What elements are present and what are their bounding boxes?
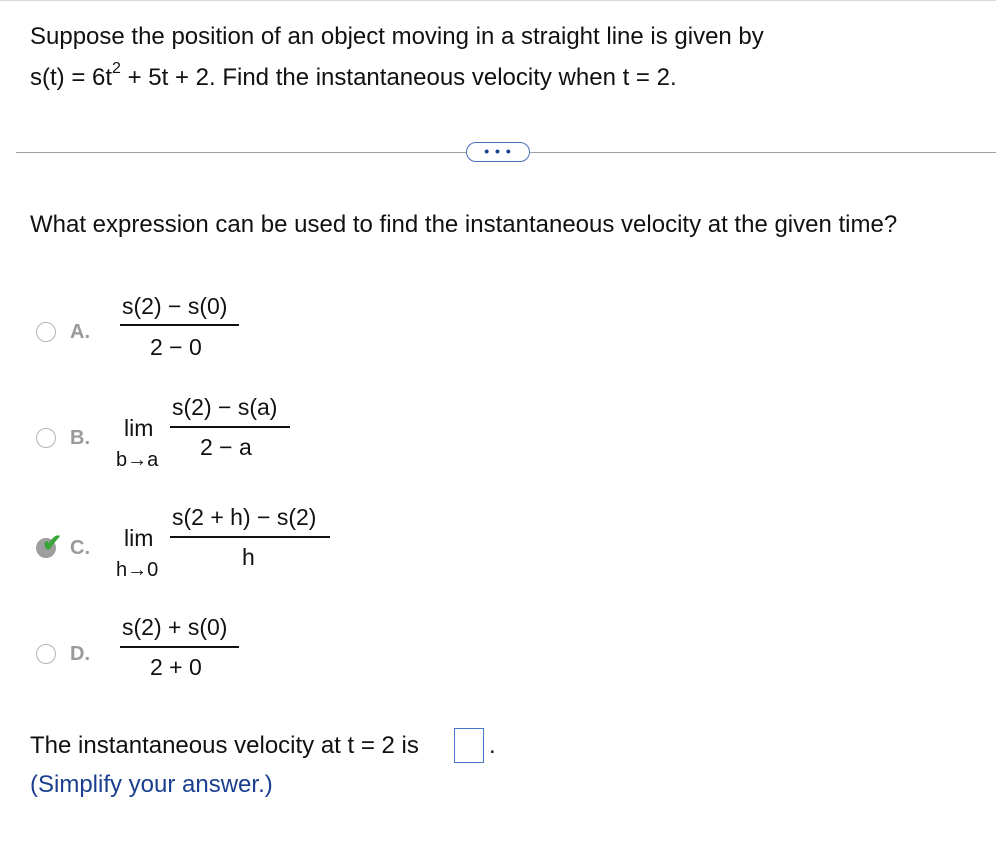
option-a-denominator: 2 − 0 [150,334,202,360]
option-a-letter: A. [70,321,90,343]
option-c-letter: C. [70,537,90,559]
option-d-letter: D. [70,643,90,665]
option-a-numerator: s(2) − s(0) [122,293,228,319]
question-line-1: Suppose the position of an object moving in a straight line is given by [30,23,764,50]
show-more-button[interactable]: • • • [466,142,530,162]
question-formula-start: s(t) = 6t [30,64,113,91]
question-formula-end: + 5t + 2. Find the instantaneous velocity when t = 2. [120,64,677,91]
answer-prompt: The instantaneous velocity at t = 2 is [30,732,419,759]
answer-period: . [489,732,496,759]
option-b-letter: B. [70,427,90,449]
simplify-hint[interactable]: (Simplify your answer.) [30,771,273,798]
option-c-numerator: s(2 + h) − s(2) [172,504,317,530]
exponent: 2 [112,60,121,77]
option-c-lim: lim [124,525,154,551]
radio-a[interactable] [36,322,56,342]
option-b-lim-subscript: b→a [116,449,159,471]
question-line-2 [30,60,677,95]
option-b-fraction-bar [170,426,290,428]
option-c-lim-subscript: h→0 [116,559,159,581]
option-c-denominator: h [242,544,255,570]
checkmark-icon: ✔ [42,530,63,557]
option-b-lim: lim [124,415,154,441]
radio-b[interactable] [36,428,56,448]
option-d-denominator: 2 + 0 [150,654,202,680]
option-c-fraction-bar [170,536,330,538]
option-b-denominator: 2 − a [200,434,252,460]
radio-d[interactable] [36,644,56,664]
answer-input[interactable] [454,728,484,763]
top-border [0,0,996,1]
prompt-text: What expression can be used to find the instantaneous velocity at the given time? [30,211,898,238]
option-a-fraction-bar [120,324,239,326]
option-d-fraction-bar [120,646,239,648]
option-b-numerator: s(2) − s(a) [172,394,278,420]
option-d-numerator: s(2) + s(0) [122,614,228,640]
